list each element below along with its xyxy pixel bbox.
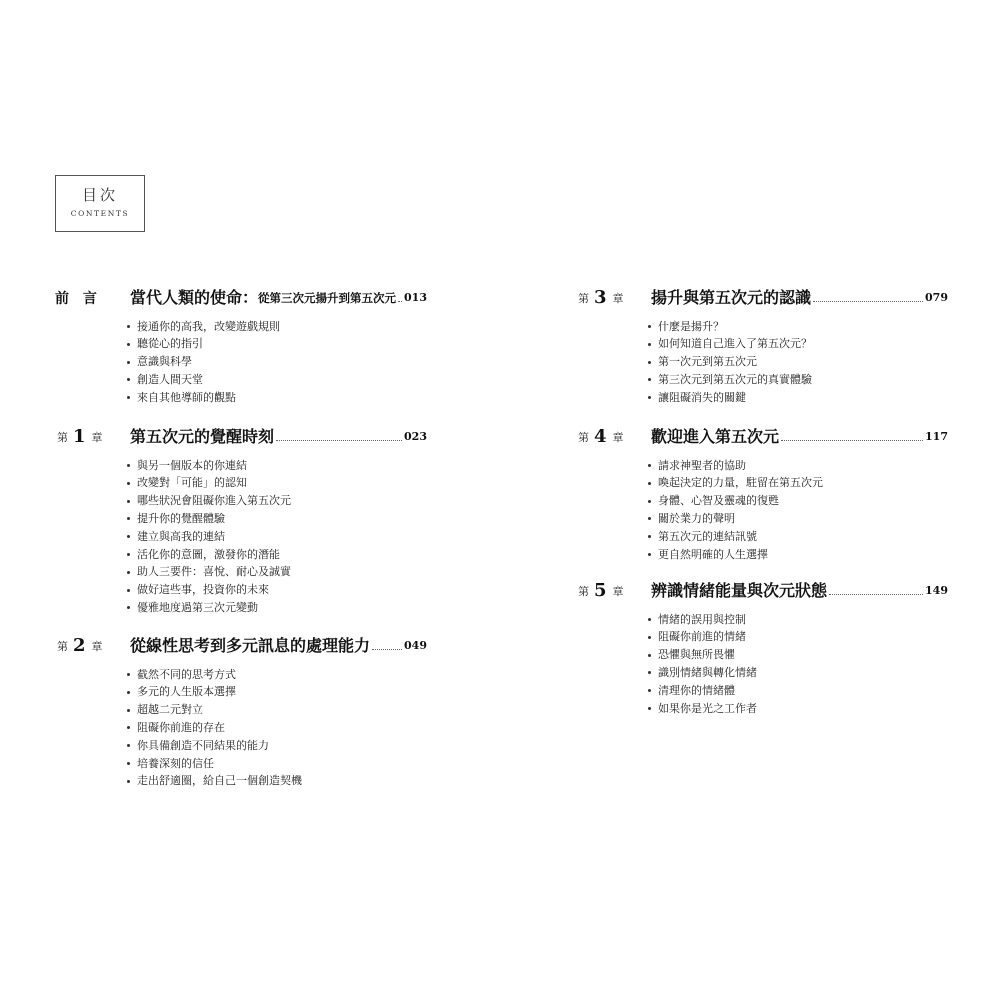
section-list [55,318,427,407]
section-item [55,563,427,581]
section-title: 提升你的覺醒體驗 [137,511,225,525]
section-title: 什麼是揚升？ [658,319,724,333]
page-number: 049 [404,639,427,652]
bullet-dot [127,571,130,574]
bullet-dot [648,535,651,538]
section-title: 活化你的意圖，激發你的潛能 [137,547,280,561]
chapter-number: 2 [73,636,86,656]
section-item [576,335,948,353]
section-item [55,599,427,617]
chapter-header [576,581,948,601]
dot-leader [829,594,923,595]
bullet-dot [648,636,651,639]
section-item [55,510,427,528]
section-item [55,701,427,719]
page-number: 023 [404,430,427,443]
bullet-dot [648,618,651,621]
bullet-dot [648,482,651,485]
section-item [576,371,948,389]
section-title: 來自其他導師的觀點 [137,390,236,404]
section-item [55,546,427,564]
section-item [55,737,427,755]
section-title: 如果你是光之工作者 [658,701,757,715]
section-item [55,457,427,475]
chapter-title: 辨識情緒能量與次元狀態 [651,581,828,600]
section-item [55,474,427,492]
section-item [576,457,948,475]
section-item [576,664,948,682]
dot-leader [372,649,402,650]
contents-box [55,175,145,232]
section-title: 接通你的高我，改變遊戲規則 [137,319,280,333]
dot-leader [781,440,923,441]
bullet-dot [127,606,130,609]
chapter-number: 5 [594,581,607,601]
section-title: 截然不同的思考方式 [137,667,236,681]
chapter-3 [576,288,948,407]
chapter-label-suffix: 章 [612,431,624,444]
chapter-header [55,288,427,308]
section-title: 創造人間天堂 [137,372,203,386]
bullet-dot [127,762,130,765]
section-item [55,581,427,599]
bullet-dot [127,378,130,381]
section-item [55,492,427,510]
section-item [55,772,427,790]
page-number: 013 [404,291,427,304]
chapter-label-suffix: 章 [91,431,103,444]
chapter-label: 前 言 [55,291,97,307]
chapter-label-suffix: 章 [612,585,624,598]
section-item [576,389,948,407]
page-number: 079 [925,291,948,304]
section-title: 關於業力的聲明 [658,511,735,525]
bullet-dot [127,673,130,676]
chapter-label-prefix: 第 [578,431,589,444]
chapter-title: 從線性思考到多元訊息的處理能力 [130,636,371,655]
section-title: 清理你的情緒體 [658,683,735,697]
chapter-number: 4 [594,427,607,447]
chapter-preface [55,288,427,407]
bullet-dot [648,500,651,503]
section-item [576,646,948,664]
bullet-dot [127,325,130,328]
bullet-dot [648,378,651,381]
contents-title: 目次 [81,186,118,204]
section-title: 你具備創造不同結果的能力 [137,738,269,752]
section-title: 與另一個版本的你連結 [137,458,247,472]
bullet-dot [127,744,130,747]
section-title: 如何知道自己進入了第五次元？ [658,337,812,351]
section-list [576,611,948,718]
bullet-dot [127,396,130,399]
section-title: 做好這些事，投資你的未來 [137,583,269,597]
section-list [55,457,427,617]
section-title: 更自然明確的人生選擇 [658,547,768,561]
contents-subtitle: CONTENTS [70,209,130,218]
bullet-dot [648,361,651,364]
section-title: 意識與科學 [137,355,192,369]
dot-leader [276,440,402,441]
chapter-title: 歡迎進入第五次元 [651,427,780,446]
chapter-label [576,288,651,308]
dot-leader [813,301,923,302]
chapter-subtitle: 從第三次元揚升到第五次元 [258,291,397,305]
section-title: 第一次元到第五次元 [658,355,757,369]
section-item [55,371,427,389]
bullet-dot [648,553,651,556]
section-item [576,492,948,510]
bullet-dot [127,691,130,694]
bullet-dot [648,517,651,520]
section-title: 讓阻礙消失的關鍵 [658,390,746,404]
section-item [576,528,948,546]
section-title: 第五次元的連結訊號 [658,529,757,543]
chapter-label-prefix: 第 [57,431,68,444]
bullet-dot [127,361,130,364]
section-item [576,611,948,629]
chapter-label [55,636,130,656]
chapter-label-prefix: 第 [57,640,68,653]
chapter-5 [576,581,948,717]
section-title: 建立與高我的連結 [137,529,225,543]
bullet-dot [127,343,130,346]
section-list [55,666,427,791]
bullet-dot [648,396,651,399]
section-title: 多元的人生版本選擇 [137,685,236,699]
section-title: 第三次元到第五次元的真實體驗 [658,372,812,386]
section-item [55,318,427,336]
chapter-1 [55,427,427,617]
section-item [576,628,948,646]
chapter-header [576,427,948,447]
page-number: 149 [925,584,948,597]
bullet-dot [127,500,130,503]
section-item [55,353,427,371]
bullet-dot [648,343,651,346]
bullet-dot [127,464,130,467]
section-title: 情緒的誤用與控制 [658,612,746,626]
bullet-dot [127,535,130,538]
section-item [55,666,427,684]
bullet-dot [127,726,130,729]
section-title: 優雅地度過第三次元變動 [137,600,258,614]
section-item [55,683,427,701]
bullet-dot [648,707,651,710]
page-number: 117 [925,430,948,443]
chapter-header [55,427,427,447]
chapter-title: 第五次元的覺醒時刻 [130,427,275,446]
section-item [576,546,948,564]
section-item [576,510,948,528]
chapter-label [55,427,130,447]
bullet-dot [648,464,651,467]
section-item [55,719,427,737]
bullet-dot [127,709,130,712]
section-title: 恐懼與無所畏懼 [658,648,735,662]
chapter-label-prefix: 第 [578,585,589,598]
bullet-dot [648,654,651,657]
section-title: 請求神聖者的協助 [658,458,746,472]
bullet-dot [127,517,130,520]
chapter-4 [576,427,948,563]
chapter-number: 3 [594,288,607,308]
bullet-dot [648,325,651,328]
chapter-number: 1 [73,427,86,447]
section-title: 阻礙你前進的情緒 [658,630,746,644]
chapter-header [576,288,948,308]
section-item [55,335,427,353]
section-title: 改變對「可能」的認知 [137,476,247,490]
section-title: 身體、心智及靈魂的復甦 [658,494,779,508]
section-item [576,474,948,492]
bullet-dot [127,589,130,592]
chapter-label-suffix: 章 [612,292,624,305]
section-title: 阻礙你前進的存在 [137,720,225,734]
section-title: 助人三要件：喜悅、耐心及誠實 [137,565,291,579]
section-item [576,682,948,700]
bullet-dot [127,780,130,783]
section-title: 識別情緒與轉化情緒 [658,665,757,679]
chapter-header [55,636,427,656]
section-title: 哪些狀況會阻礙你進入第五次元 [137,494,291,508]
chapter-label-suffix: 章 [91,640,103,653]
section-item [55,389,427,407]
section-title: 喚起決定的力量，駐留在第五次元 [658,476,823,490]
section-title: 超越二元對立 [137,703,203,717]
section-item [55,755,427,773]
section-title: 走出舒適圈，給自己一個創造契機 [137,774,302,788]
chapter-title: 揚升與第五次元的認識 [651,288,812,307]
dot-leader [398,301,402,302]
bullet-dot [127,553,130,556]
chapter-title: 當代人類的使命： [130,288,259,307]
section-item [576,318,948,336]
chapter-2 [55,636,427,790]
chapter-label [576,581,651,601]
bullet-dot [127,482,130,485]
section-item [576,353,948,371]
chapter-label [576,427,651,447]
section-item [576,700,948,718]
section-list [576,318,948,407]
section-title: 培養深刻的信任 [137,756,214,770]
section-list [576,457,948,564]
section-title: 聽從心的指引 [137,337,203,351]
section-item [55,528,427,546]
bullet-dot [648,671,651,674]
chapter-label-prefix: 第 [578,292,589,305]
bullet-dot [648,689,651,692]
